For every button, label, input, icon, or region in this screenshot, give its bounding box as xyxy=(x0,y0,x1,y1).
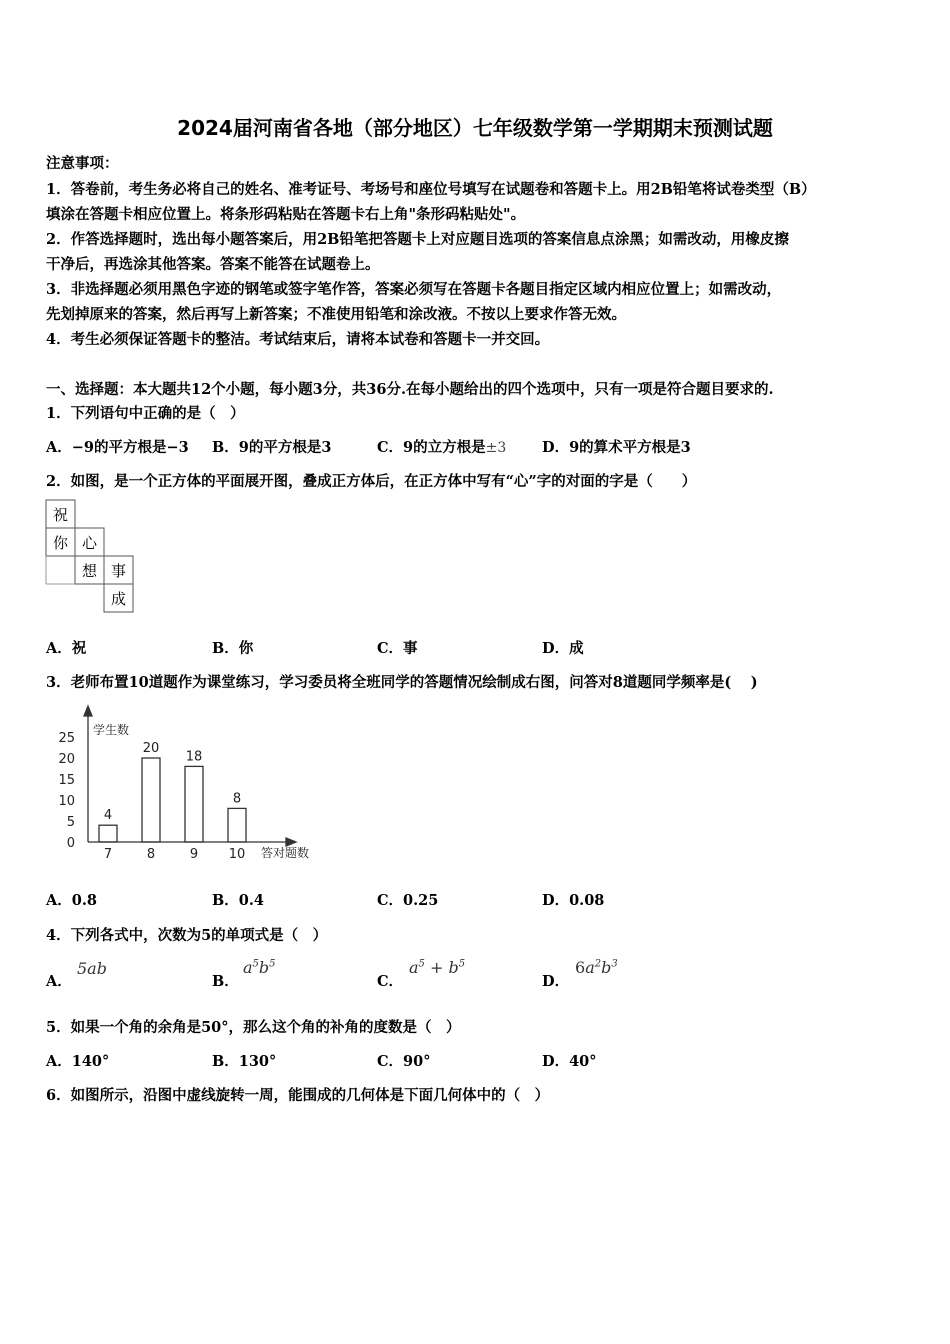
d-exp1: 2 xyxy=(594,958,602,970)
question-3-option-c: C．0.25 xyxy=(377,892,439,909)
question-1-option-c-text: C．9的立方根是 xyxy=(377,439,486,456)
question-3-option-b: B．0.4 xyxy=(212,892,264,909)
question-5-option-a: A．140° xyxy=(46,1053,110,1070)
d-base2: b xyxy=(601,958,612,977)
question-4-option-b-math xyxy=(243,958,276,977)
question-5-option-d: D．40° xyxy=(542,1053,597,1070)
y-tick-label: 0 xyxy=(66,836,75,851)
question-1-option-d: D．9的算术平方根是3 xyxy=(542,439,691,456)
bar-value-label: 18 xyxy=(185,749,203,765)
question-5-option-c: C．90° xyxy=(377,1053,431,1070)
bar-chart xyxy=(55,700,330,870)
question-1-option-c xyxy=(377,436,506,457)
c-base2: b xyxy=(448,958,459,977)
bar xyxy=(99,825,117,842)
x-tick-label: 9 xyxy=(189,847,199,862)
question-3-stem: 3．老师布置10道题作为课堂练习，学习委员将全班同学的答题情况绘制成右图，问答对8道题同学频率是( ) xyxy=(46,674,758,691)
x-axis-arrow xyxy=(286,838,296,846)
y-tick-label: 25 xyxy=(58,731,75,746)
x-tick-label: 10 xyxy=(228,847,246,862)
bar-value-label: 20 xyxy=(142,741,160,756)
net-label-shi: 事 xyxy=(110,562,127,580)
notice-heading: 注意事项： xyxy=(46,155,119,172)
question-5-stem: 5．如果一个角的余角是50°，那么这个角的补角的度数是（ ） xyxy=(46,1019,461,1036)
notice-line: 3．非选择题必须用黑色字迹的钢笔或签字笔作答，答案必须写在答题卡各题目指定区域内相应位置上；如需改动， xyxy=(46,281,782,298)
question-4-option-a-label: A． xyxy=(46,973,72,990)
question-4-option-d-math xyxy=(575,958,618,977)
notice-line: 填涂在答题卡相应位置上。将条形码粘贴在答题卡右上角"条形码粘贴处"。 xyxy=(46,206,526,223)
net-label-ni: 你 xyxy=(52,534,69,552)
b-exp2: 5 xyxy=(269,958,276,970)
c-exp1: 5 xyxy=(418,958,425,970)
y-axis-arrow xyxy=(84,706,92,716)
x-axis-label: 答对题数 xyxy=(261,846,310,860)
question-4-option-c-label: C． xyxy=(377,973,404,990)
b-base1: a xyxy=(243,958,253,977)
y-tick-label: 10 xyxy=(58,794,75,809)
question-2-option-b: B．你 xyxy=(212,640,254,657)
c-op: + xyxy=(424,958,449,977)
question-4-option-a-math: 5ab xyxy=(77,959,107,978)
page-title: 2024届河南省各地（部分地区）七年级数学第一学期期末预测试题 xyxy=(177,116,773,140)
bar xyxy=(185,766,203,842)
c-base1: a xyxy=(409,958,419,977)
b-exp1: 5 xyxy=(252,958,259,970)
question-4-option-b-label: B． xyxy=(212,973,239,990)
y-tick-label: 20 xyxy=(58,752,75,767)
question-5-option-b: B．130° xyxy=(212,1053,277,1070)
y-tick-label: 15 xyxy=(58,773,75,788)
b-base2: b xyxy=(258,958,270,977)
question-1-option-a: A．−9的平方根是−3 xyxy=(46,439,189,456)
net-label-xin: 心 xyxy=(81,534,98,552)
net-label-xiang: 想 xyxy=(81,562,98,580)
d-exp2: 3 xyxy=(611,958,618,970)
y-axis-label: 学生数 xyxy=(93,723,130,737)
notice-line: 1．答卷前，考生务必将自己的姓名、准考证号、考场号和座位号填写在试题卷和答题卡上。用2B铅笔将试卷类型（B） xyxy=(46,181,816,198)
bar-value-label: 8 xyxy=(232,791,242,807)
y-tick-label: 5 xyxy=(66,815,75,830)
question-3-option-a: A．0.8 xyxy=(46,892,97,909)
bar-value-label: 4 xyxy=(103,808,113,824)
bar xyxy=(142,758,160,842)
notice-line: 2．作答选择题时，选出每小题答案后，用2B铅笔把答题卡上对应题目选项的答案信息点涂黑；如需改动，用橡皮擦 xyxy=(46,231,789,248)
question-3-option-d: D．0.08 xyxy=(542,892,605,909)
d-coef: 6 xyxy=(575,958,586,977)
section-heading: 一、选择题：本大题共12个小题，每小题3分，共36分.在每小题给出的四个选项中，只有一项是符合题目要求的. xyxy=(46,381,774,398)
question-1-option-c-math: ±3 xyxy=(485,440,507,456)
question-4-option-c-math xyxy=(409,958,465,977)
question-2-stem: 2．如图，是一个正方体的平面展开图，叠成正方体后，在正方体中写有“心”字的对面的字是（ ） xyxy=(46,473,697,490)
question-2-option-a: A．祝 xyxy=(46,640,87,657)
question-2-option-d: D．成 xyxy=(542,640,584,657)
net-label-cheng: 成 xyxy=(110,590,127,608)
notice-line: 先划掉原来的答案，然后再写上新答案；不准使用铅笔和涂改液。不按以上要求作答无效。 xyxy=(46,306,626,323)
question-4-stem: 4．下列各式中，次数为5的单项式是（ ） xyxy=(46,927,328,944)
x-tick-label: 7 xyxy=(103,847,113,862)
question-4-option-d-label: D． xyxy=(542,973,570,990)
notice-line: 4．考生必须保证答题卡的整洁。考试结束后，请将本试卷和答题卡一并交回。 xyxy=(46,331,550,348)
question-6-stem: 6．如图所示，沿图中虚线旋转一周，能围成的几何体是下面几何体中的（ ） xyxy=(46,1087,550,1104)
question-1-option-b: B．9的平方根是3 xyxy=(212,439,332,456)
cube-net-figure xyxy=(44,498,136,618)
bar xyxy=(228,808,246,842)
d-base1: a xyxy=(585,958,595,977)
net-label-zhu: 祝 xyxy=(52,506,69,524)
c-exp2: 5 xyxy=(458,958,466,970)
question-1-stem: 1．下列语句中正确的是（ ） xyxy=(46,405,245,422)
question-2-option-c: C．事 xyxy=(377,640,418,657)
x-tick-label: 8 xyxy=(146,847,156,862)
notice-line: 干净后，再选涂其他答案。答案不能答在试题卷上。 xyxy=(46,256,380,273)
